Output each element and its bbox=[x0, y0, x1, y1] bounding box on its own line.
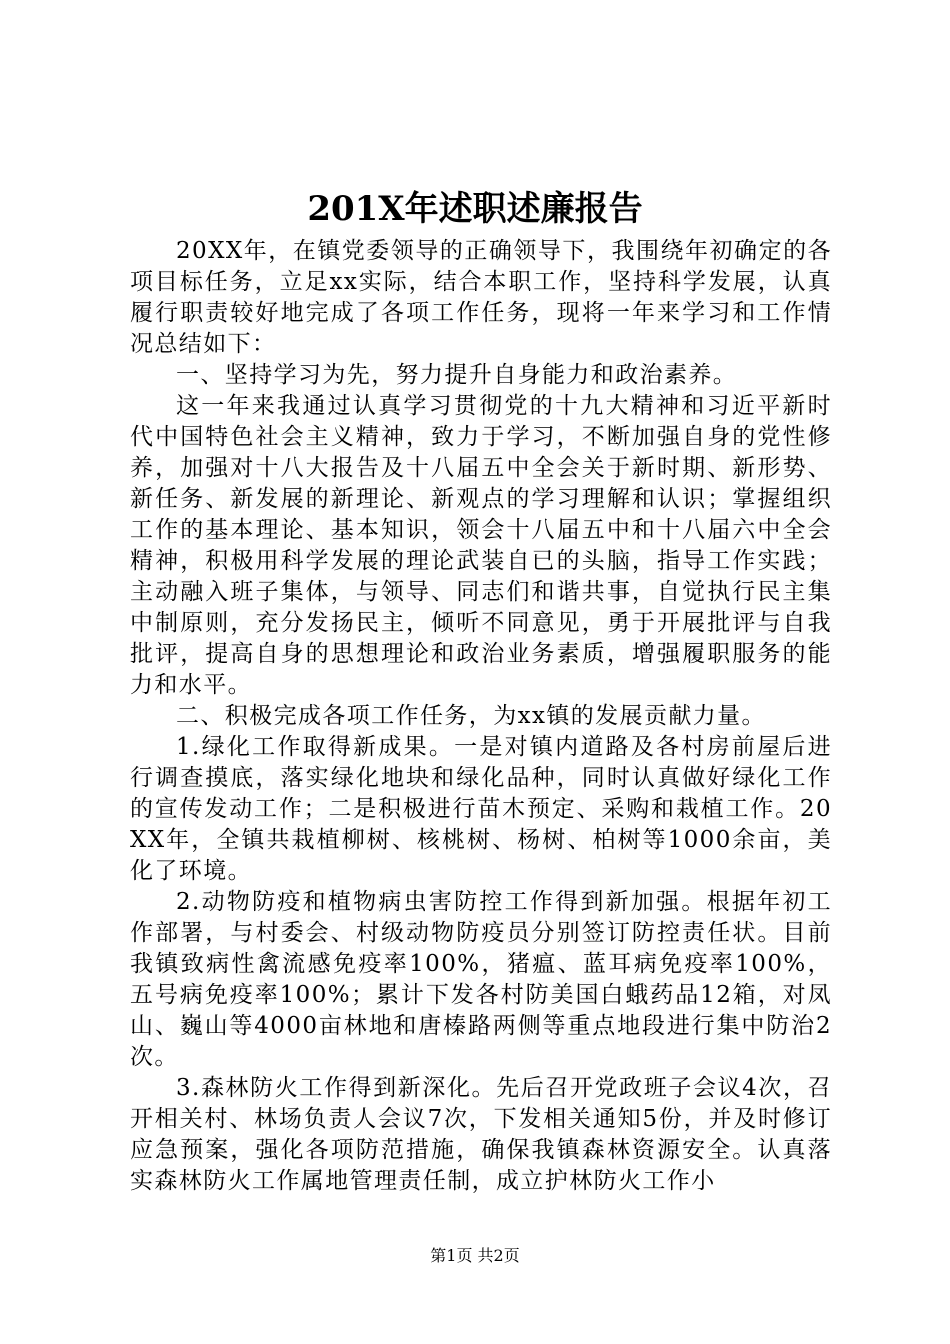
paragraph-epidemic-prevention: 2.动物防疫和植物病虫害防控工作得到新加强。根据年初工作部署，与村委会、村级动物防疫员分别签订防控责任状。目前我镇致病性禽流感免疫率100%，猪瘟、蓝耳病免疫率100%，五号病免疫率100%；累计下发各村防美国白蛾药品12箱，对凤山、巍山等4000亩林地和唐榛路两侧等重点地段进行集中防治2次。 bbox=[130, 889, 832, 1070]
paragraph-greening: 1.绿化工作取得新成果。一是对镇内道路及各村房前屋后进行调查摸底，落实绿化地块和绿化品种，同时认真做好绿化工作的宣传发动工作；二是积极进行苗木预定、采购和栽植工作。20XX年，全镇共栽植柳树、核桃树、杨树、柏树等1000余亩，美化了环境。 bbox=[130, 734, 832, 884]
document-title: 201X年述职述廉报告 bbox=[307, 189, 643, 229]
page-footer: 第1页 共2页 bbox=[430, 1246, 520, 1265]
paragraph-fire-prevention: 3.森林防火工作得到新深化。先后召开党政班子会议4次，召开相关村、林场负责人会议7次，下发相关通知5份，并及时修订应急预案，强化各项防范措施，确保我镇森林资源安全。认真落实森林防火工作属地管理责任制，成立护林防火工作小 bbox=[130, 1075, 832, 1194]
paragraph-study: 这一年来我通过认真学习贯彻党的十九大精神和习近平新时代中国特色社会主义精神，致力于学习，不断加强自身的党性修养，加强对十八大报告及十八届五中全会关于新时期、新形势、新任务、新发展的新理论、新观点的学习理解和认识；掌握组织工作的基本理论、基本知识，领会十八届五中和十八届六中全会精神，积极用科学发展的理论武装自已的头脑，指导工作实践；主动融入班子集体，与领导、同志们和谐共事，自觉执行民主集中制原则，充分发扬民主，倾听不同意见，勇于开展批评与自我批评，提高自身的思想理论和政治业务素质，增强履职服务的能力和水平。 bbox=[130, 393, 832, 698]
document-body bbox=[130, 236, 832, 1197]
paragraph-intro: 20XX年，在镇党委领导的正确领导下，我围绕年初确定的各项目标任务，立足xx实际，结合本职工作，坚持科学发展，认真履行职责较好地完成了各项工作任务，现将一年来学习和工作情况总结如下： bbox=[130, 238, 832, 357]
section-heading-1: 一、坚持学习为先，努力提升自身能力和政治素养。 bbox=[176, 362, 738, 388]
section-heading-2: 二、积极完成各项工作任务，为xx镇的发展贡献力量。 bbox=[176, 703, 766, 729]
